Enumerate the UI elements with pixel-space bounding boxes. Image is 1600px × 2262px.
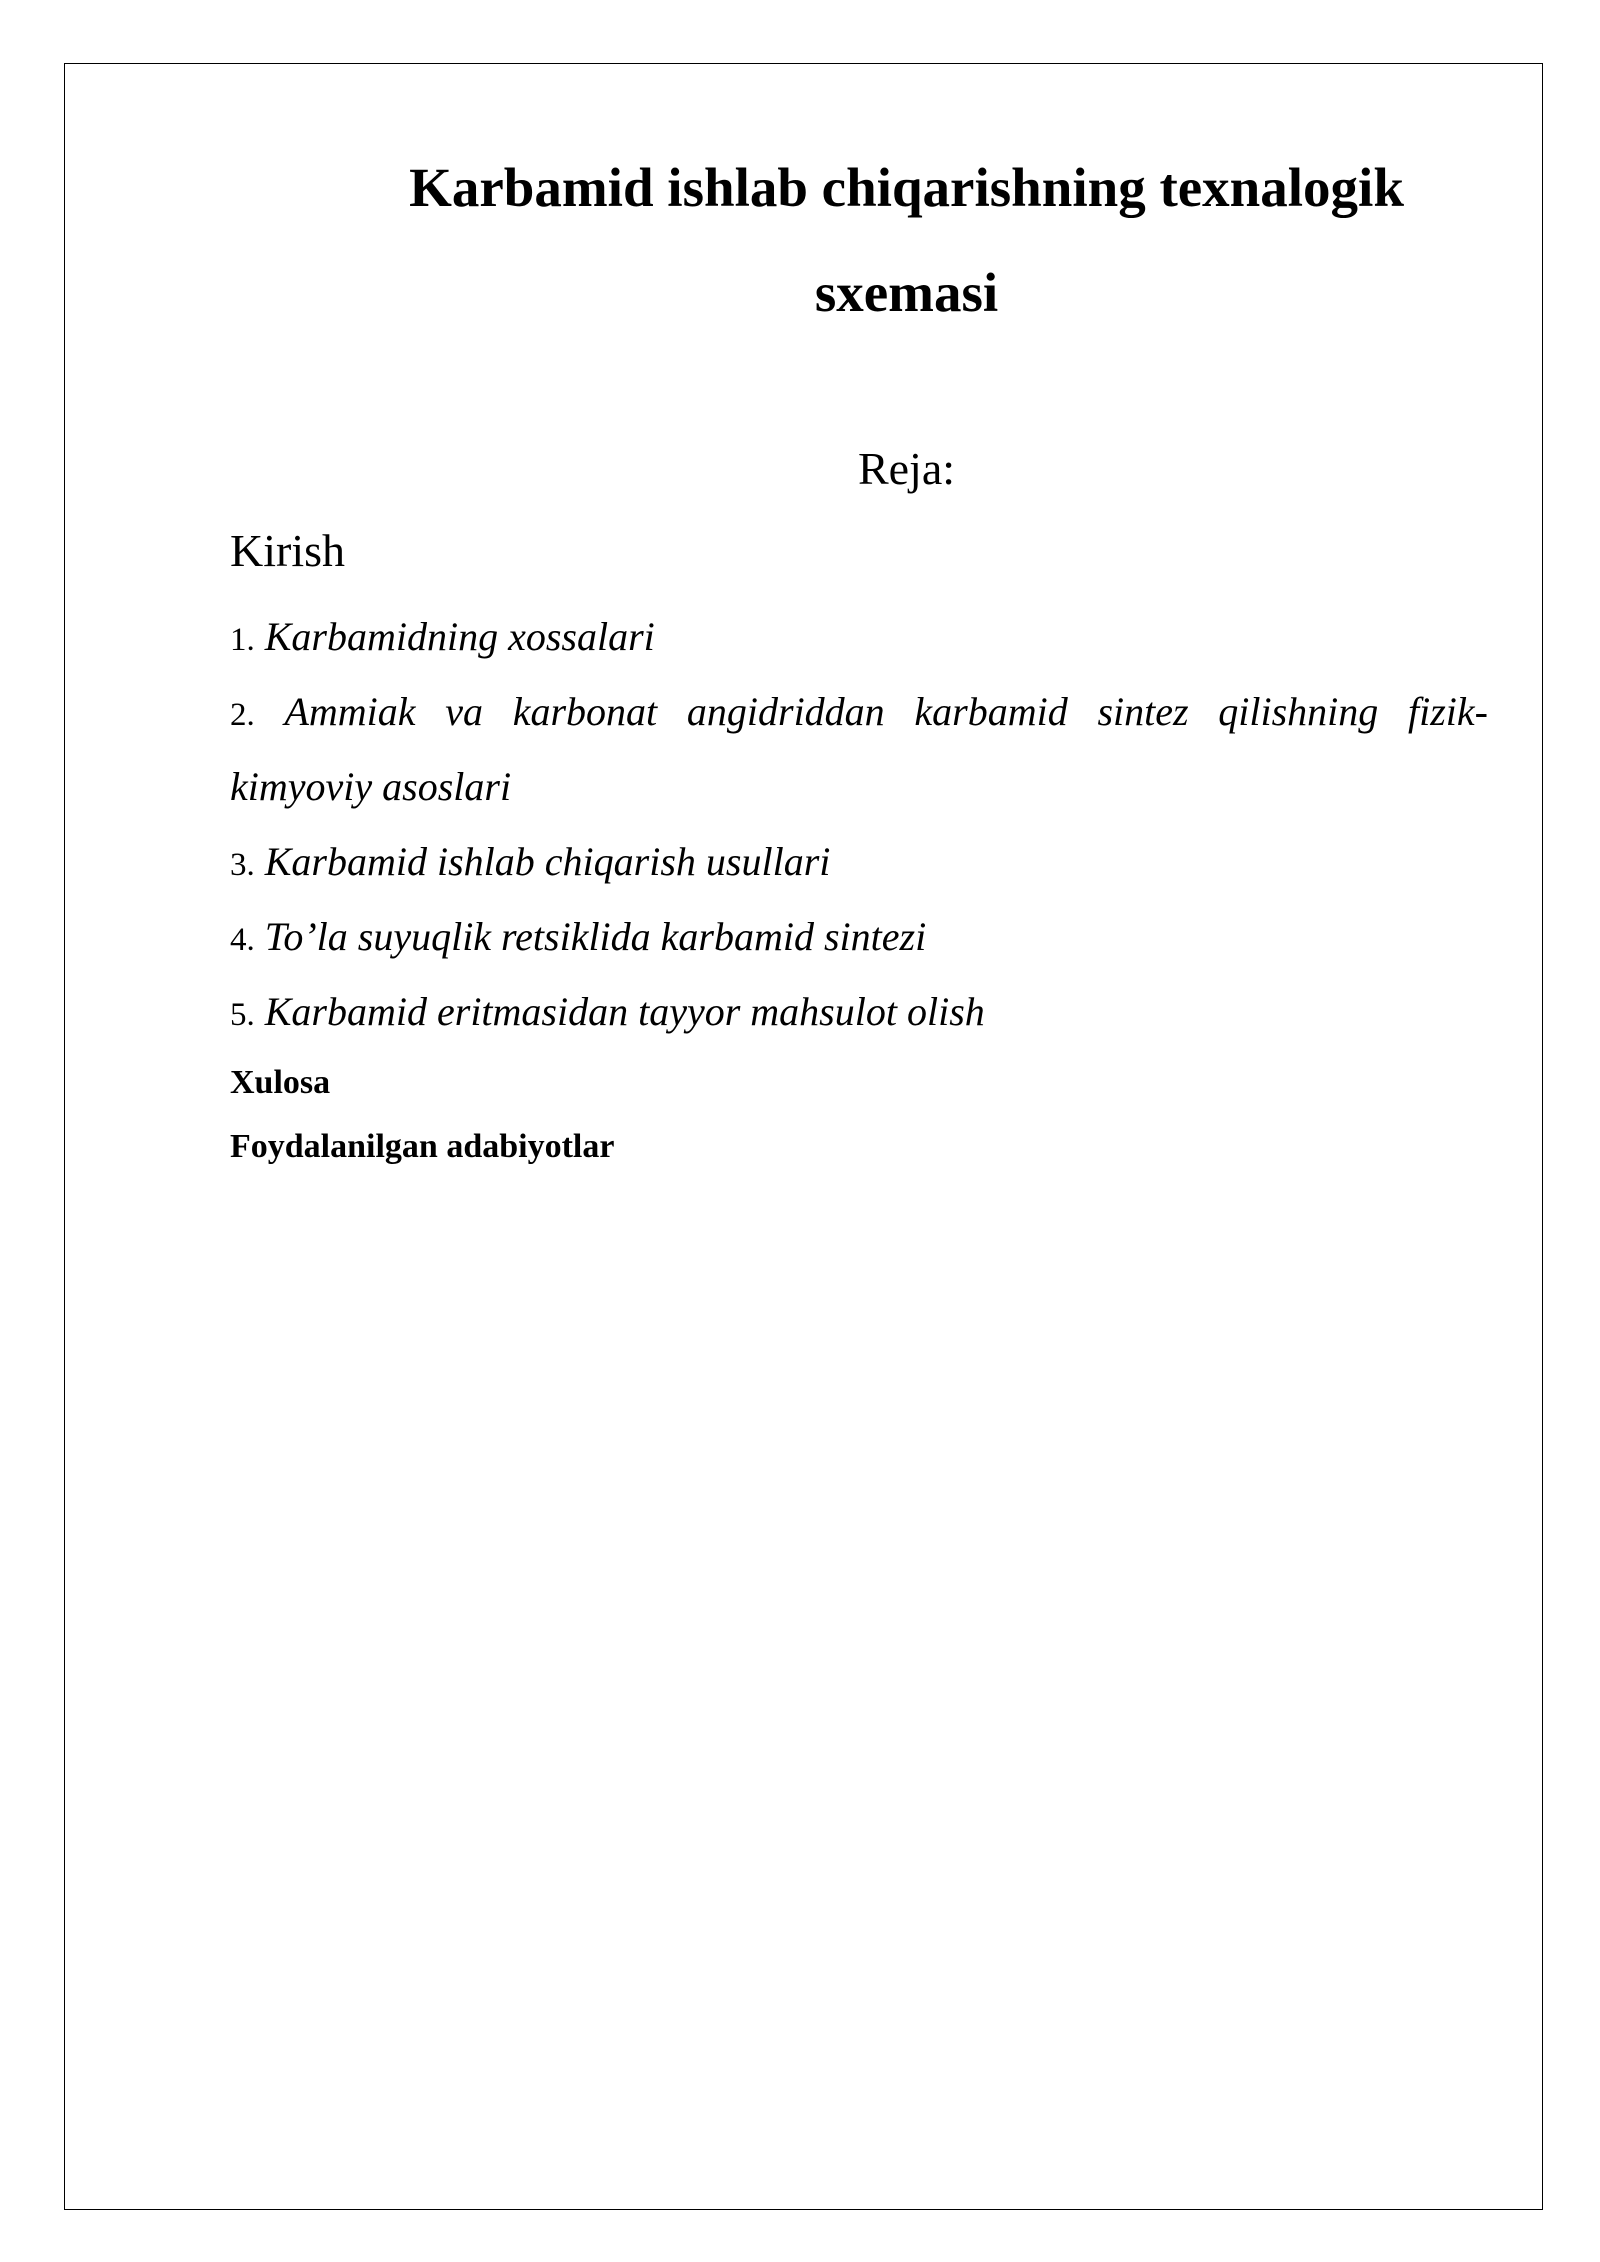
- plan-item-1: [230, 614, 1488, 659]
- plan-item-text: Karbamid eritmasidan tayyor mahsulot olish: [264, 989, 985, 1034]
- document-title-line-2: sxemasi: [814, 262, 999, 323]
- plan-item-text: kimyoviy asoslari: [230, 764, 512, 809]
- plan-item-number: 2.: [230, 697, 255, 733]
- plan-item-number: 3.: [230, 847, 255, 883]
- plan-item-number: 1.: [230, 622, 255, 658]
- plan-item-text: Karbamidning xossalari: [264, 614, 655, 659]
- plan-item-2: [230, 689, 1488, 734]
- conclusion-item: Xulosa: [230, 1064, 331, 1101]
- plan-item-3: [230, 839, 1488, 884]
- plan-item-5: [230, 989, 1488, 1034]
- plan-item-text: Ammiak va karbonat angidriddan karbamid sintez qilishning fizik-: [284, 689, 1488, 734]
- document-title-line-1: Karbamid ishlab chiqarishning texnalogik: [409, 157, 1404, 218]
- plan-item-2-continuation: [230, 764, 1488, 809]
- plan-heading: Reja:: [857, 443, 956, 494]
- plan-item-text: Karbamid ishlab chiqarish usullari: [264, 839, 831, 884]
- plan-item-number: 4.: [230, 922, 255, 958]
- references-item: Foydalanilgan adabiyotlar: [230, 1128, 615, 1165]
- plan-item-4: [230, 914, 1488, 959]
- plan-item-text: To’la suyuqlik retsiklida karbamid sintezi: [264, 914, 927, 959]
- intro-item: Kirish: [230, 525, 345, 576]
- plan-item-number: 5.: [230, 997, 255, 1033]
